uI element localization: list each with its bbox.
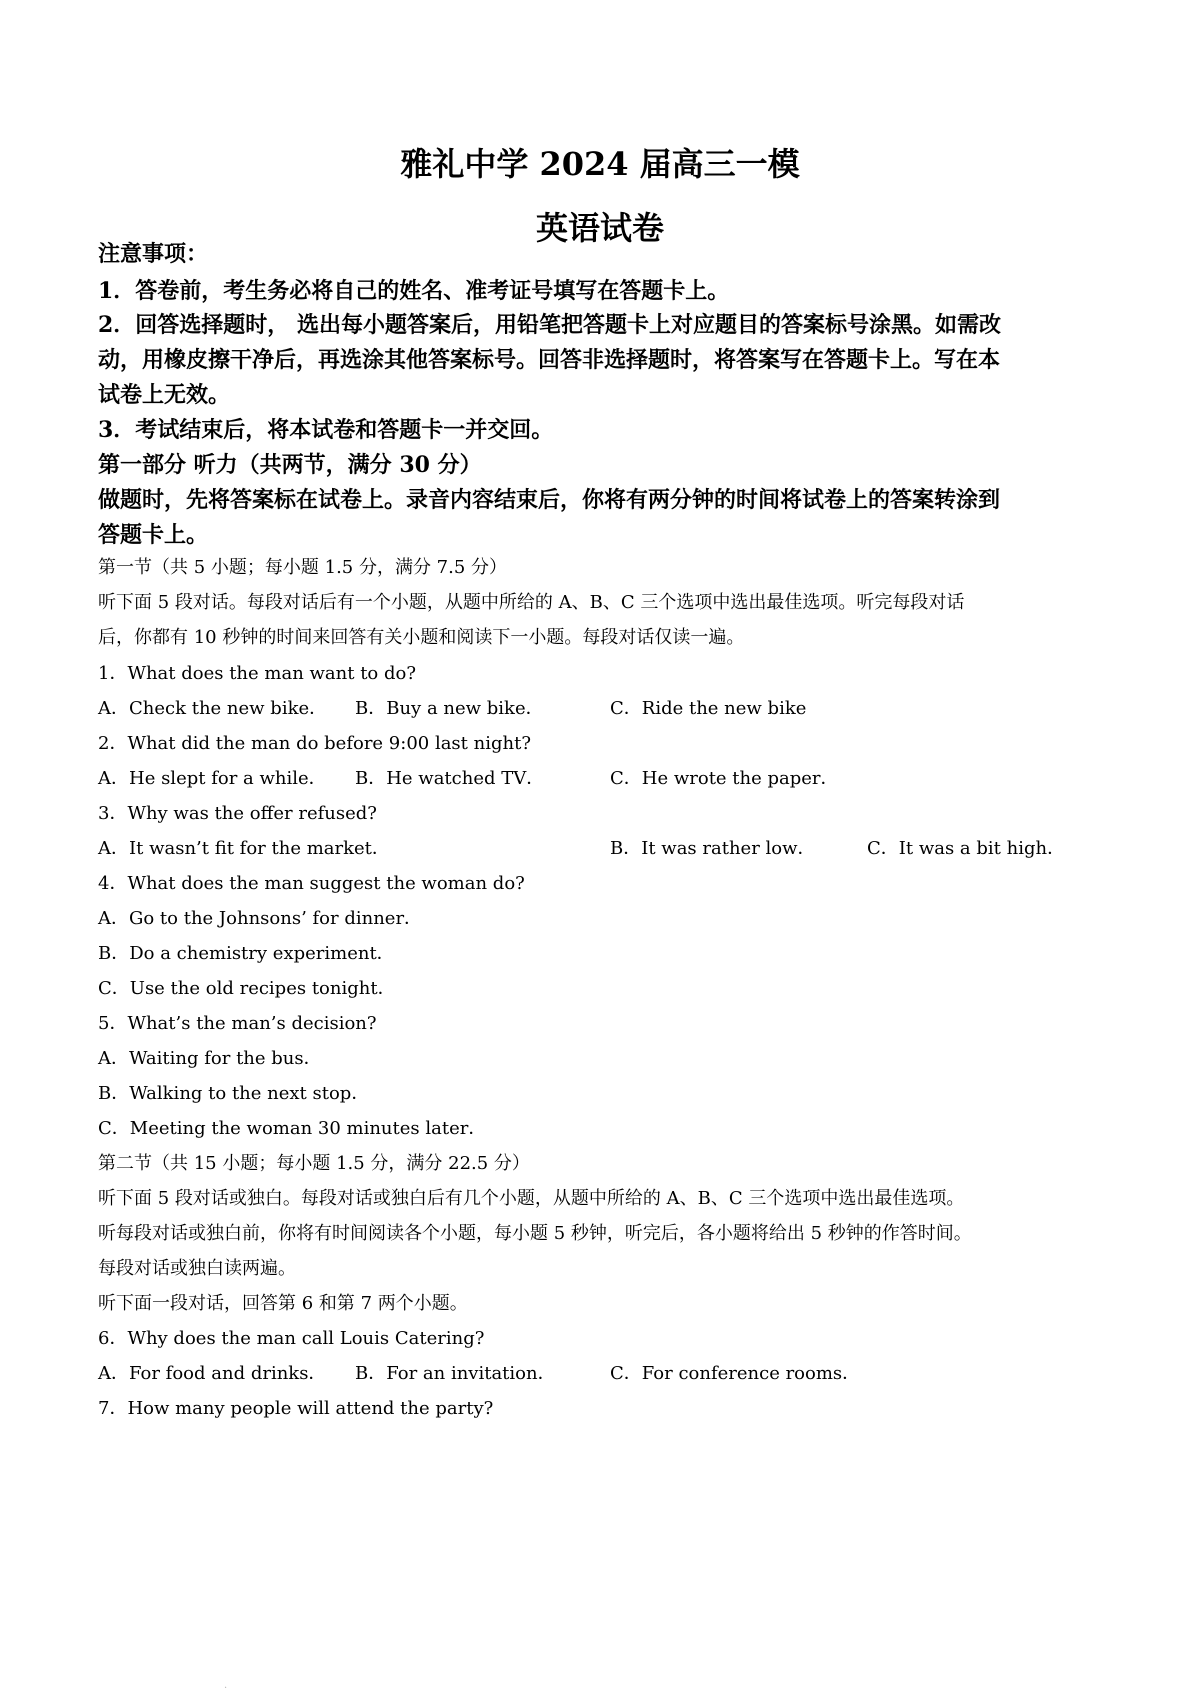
question-5-option-b: B．Walking to the next stop． xyxy=(98,1083,370,1104)
question-7-stem: 7．How many people will attend the party? xyxy=(98,1398,494,1419)
question-1-option-b: B．Buy a new bike． xyxy=(355,698,544,719)
question-5-option-c: C．Meeting the woman 30 minutes later． xyxy=(98,1118,487,1139)
question-2-option-a: A．He slept for a while． xyxy=(98,768,327,789)
notice-item-2-line-3: 试卷上无效。 xyxy=(98,382,231,408)
question-3-option-b: B．It was rather low． xyxy=(610,838,816,859)
question-4-option-c: C．Use the old recipes tonight． xyxy=(98,978,396,999)
exam-subtitle: 英语试卷 xyxy=(535,209,664,247)
notice-item-1: 1．答卷前，考生务必将自己的姓名、准考证号填写在答题卡上。 xyxy=(98,278,730,304)
question-3-option-a: A．It wasn’t fit for the market． xyxy=(98,838,390,859)
part1-instruction-line-1: 做题时，先将答案标在试卷上。录音内容结束后，你将有两分钟的时间将试卷上的答案转涂到 xyxy=(98,487,1001,513)
question-5-stem: 5．What’s the man’s decision? xyxy=(98,1013,377,1034)
section2-instruction-line-1: 听下面 5 段对话或独白。每段对话或独白后有几个小题，从题中所给的 A、B、C 三个选项中选出最佳选项。 xyxy=(98,1188,965,1209)
question-6-stem: 6．Why does the man call Louis Catering? xyxy=(98,1328,485,1349)
part1-instruction-line-2: 答题卡上。 xyxy=(98,522,209,548)
question-2-option-c: C．He wrote the paper． xyxy=(610,768,839,789)
question-6-option-c: C．For conference rooms． xyxy=(610,1363,861,1384)
section2-heading: 第二节（共 15 小题；每小题 1.5 分，满分 22.5 分） xyxy=(98,1153,530,1174)
question-4-option-b: B．Do a chemistry experiment． xyxy=(98,943,395,964)
question-1-option-c: C．Ride the new bike xyxy=(610,698,807,719)
question-5-option-a: A．Waiting for the bus． xyxy=(98,1048,322,1069)
section2-instruction-line-3: 每段对话或独白读两遍。 xyxy=(98,1258,296,1279)
part1-heading: 第一部分 听力（共两节，满分 30 分） xyxy=(98,452,482,478)
notice-item-2-line-1: 2．回答选择题时， 选出每小题答案后，用铅笔把答题卡上对应题目的答案标号涂黑。如需改 xyxy=(98,312,1001,338)
question-6-option-b: B．For an invitation． xyxy=(355,1363,556,1384)
page-mark: · xyxy=(224,1683,228,1694)
notice-item-2-line-2: 动，用橡皮擦干净后，再选涂其他答案标号。回答非选择题时，将答案写在答题卡上。写在本 xyxy=(98,347,1001,373)
question-2-stem: 2．What did the man do before 9:00 last night? xyxy=(98,733,531,754)
notice-heading: 注意事项： xyxy=(98,241,209,267)
question-2-option-b: B．He watched TV． xyxy=(355,768,545,789)
section2-instruction-line-2: 听每段对话或独白前，你将有时间阅读各个小题，每小题 5 秒钟，听完后，各小题将给出 5 秒钟的作答时间。 xyxy=(98,1223,972,1244)
question-4-option-a: A．Go to the Johnsons’ for dinner． xyxy=(98,908,423,929)
question-1-stem: 1．What does the man want to do? xyxy=(98,663,417,684)
dialog-intro: 听下面一段对话，回答第 6 和第 7 两个小题。 xyxy=(98,1293,468,1314)
exam-title: 雅礼中学 2024 届高三一模 xyxy=(400,145,800,183)
notice-item-3: 3．考试结束后，将本试卷和答题卡一并交回。 xyxy=(98,417,554,443)
question-3-stem: 3．Why was the offer refused? xyxy=(98,803,377,824)
section1-instruction-line-2: 后，你都有 10 秒钟的时间来回答有关小题和阅读下一小题。每段对话仅读一遍。 xyxy=(98,627,745,648)
question-4-stem: 4．What does the man suggest the woman do? xyxy=(98,873,525,894)
section1-heading: 第一节（共 5 小题；每小题 1.5 分，满分 7.5 分） xyxy=(98,557,508,578)
section1-instruction-line-1: 听下面 5 段对话。每段对话后有一个小题，从题中所给的 A、B、C 三个选项中选出最佳选项。听完每段对话 xyxy=(98,592,965,613)
question-6-option-a: A．For food and drinks． xyxy=(98,1363,327,1384)
question-1-option-a: A．Check the new bike． xyxy=(98,698,328,719)
question-3-option-c: C．It was a bit high． xyxy=(867,838,1066,859)
